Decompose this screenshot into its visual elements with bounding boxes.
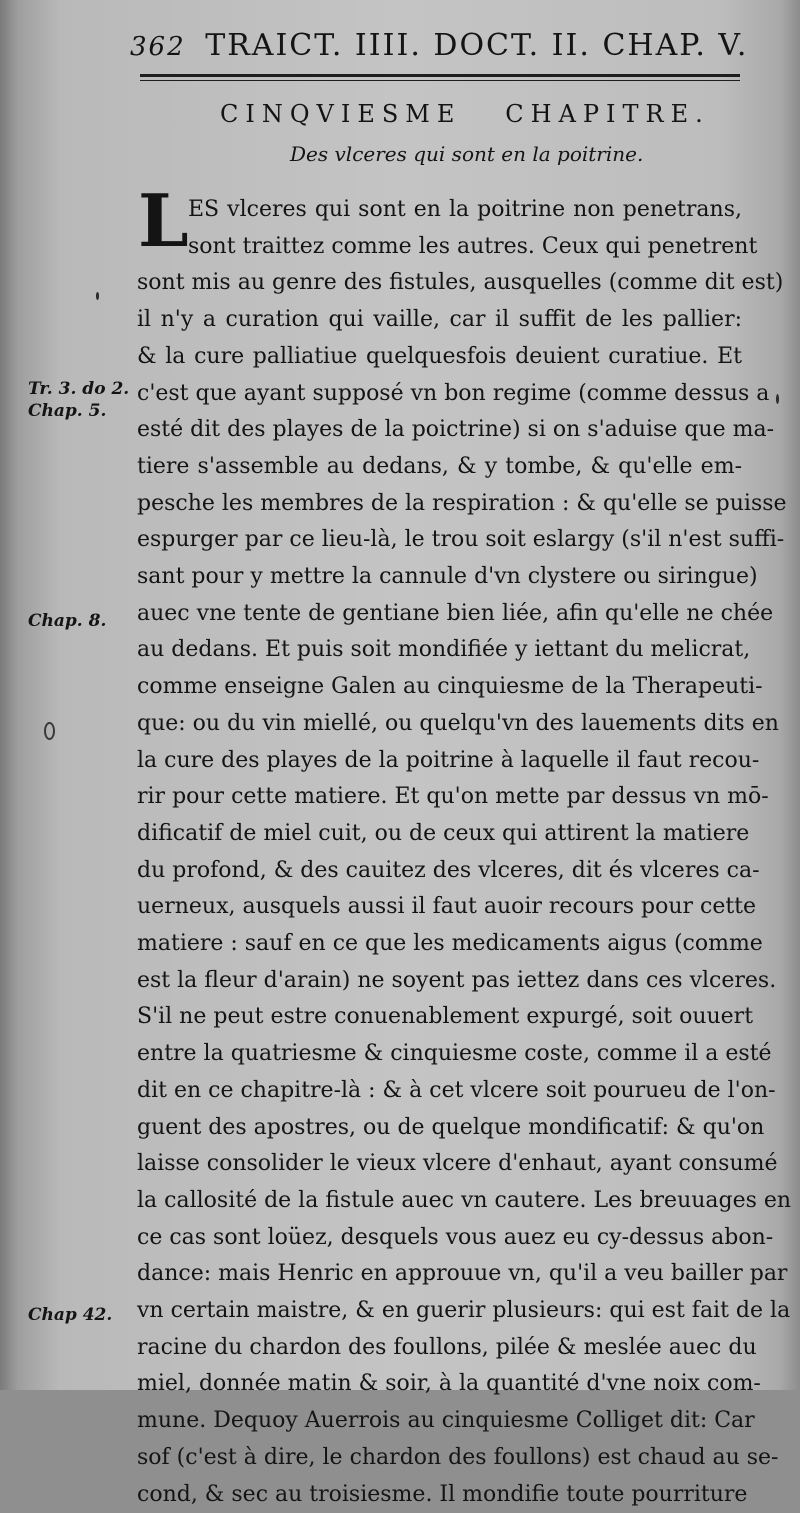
text-line: uerneux, ausquels aussi il faut auoir recours pour cette [137, 894, 757, 920]
text-line: pesche les membres de la respiration : & qu'elle se puisse [137, 490, 787, 516]
text-line: & la cure palliatiue quelquesfois deuient curatiue. Et [137, 343, 742, 369]
ink-mark [96, 292, 99, 300]
header-rule-bottom [140, 80, 740, 81]
text-line: esté dit des playes de la poictrine) si on s'aduise que ma- [137, 417, 775, 443]
text-line: sof (c'est à dire, le chardon des foullons) est chaud au se- [137, 1444, 779, 1470]
text-line: sont mis au genre des fistules, ausquelles (comme dit est) [137, 270, 784, 296]
text-line: sant pour y mettre la cannule d'vn clystere ou siringue) [137, 564, 758, 589]
header-rule-top [140, 74, 740, 77]
text-line: la callosité de la fistule auec vn cautere. Les breuuages en [137, 1187, 792, 1213]
margin-note-3: Chap 42. [28, 1305, 113, 1325]
margin-note-1 [28, 378, 130, 422]
margin-note-1-line1: Tr. 3. do 2. [28, 379, 130, 399]
text-line: au dedans. Et puis soit mondifiée y iettant du melicrat, [137, 637, 751, 663]
text-line: c'est que ayant supposé vn bon regime (comme dessus a [137, 380, 770, 406]
text-line: sont traittez comme les autres. Ceux qui penetrent [188, 233, 758, 259]
text-line: la cure des playes de la poitrine à laquelle il faut recou- [137, 747, 760, 773]
ink-mark [776, 394, 779, 404]
text-line: racine du chardon des foullons, pilée & meslée auec du [137, 1334, 757, 1360]
chapter-title [220, 100, 710, 134]
page-number: 362 [130, 32, 186, 62]
margin-note-2: Chap. 8. [28, 611, 107, 631]
chapter-subtitle: Des vlceres qui sont en la poitrine. [290, 142, 644, 166]
chapter-title-word2: CHAPITRE. [505, 100, 710, 128]
text-line: tiere s'assemble au dedans, & y tombe, & qu'elle em- [137, 453, 742, 479]
text-line: du profond, & des cauitez des vlceres, dit és vlceres ca- [137, 857, 760, 883]
text-line: entre la quatriesme & cinquiesme coste, comme il a esté [137, 1041, 772, 1067]
text-line: il n'y a curation qui vaille, car il suffit de les pallier: [137, 307, 742, 333]
text-line: espurger par ce lieu-là, le trou soit eslargy (s'il n'est suffi- [137, 527, 785, 553]
text-line: mune. Dequoy Auerrois au cinquiesme Colliget dit: Car [137, 1408, 755, 1434]
running-head [130, 28, 750, 68]
ink-mark [44, 722, 55, 740]
text-line: vn certain maistre, & en guerir plusieurs: qui est fait de la [137, 1298, 791, 1323]
text-line: miel, donnée matin & soir, à la quantité d'vne noix com- [137, 1371, 761, 1397]
text-line: cond, & sec au troisiesme. Il mondifie toute pourriture [137, 1481, 748, 1507]
text-line: dificatif de miel cuit, ou de ceux qui attirent la matiere [137, 820, 750, 846]
text-line: comme enseigne Galen au cinquiesme de la Therapeuti- [137, 674, 763, 700]
text-line: S'il ne peut estre conuenablement expurgé, soit ouuert [137, 1004, 754, 1030]
text-line: est la fleur d'arain) ne soyent pas iettez dans ces vlceres. [137, 967, 777, 993]
text-line: guent des apostres, ou de quelque mondificatif: & qu'on [137, 1114, 765, 1140]
drop-capital: L [138, 178, 189, 263]
text-line: auec vne tente de gentiane bien liée, afin qu'elle ne chée [137, 600, 774, 626]
margin-note-1-line2: Chap. 5. [28, 401, 107, 421]
text-line: dance: mais Henric en approuue vn, qu'il a veu bailler par [137, 1261, 788, 1287]
text-line: rir pour cette matiere. Et qu'on mette par dessus vn mō- [137, 784, 769, 810]
text-line: laisse consolider le vieux vlcere d'enhaut, ayant consumé [137, 1151, 778, 1177]
text-line: ce cas sont loüez, desquels vous auez eu cy-dessus abon- [137, 1224, 774, 1250]
text-line: ES vlceres qui sont en la poitrine non penetrans, [188, 197, 742, 222]
text-line: dit en ce chapitre-là : & à cet vlcere soit pourueu de l'on- [137, 1077, 776, 1103]
text-line: matiere : sauf en ce que les medicaments aigus (comme [137, 931, 763, 956]
running-head-text: TRAICT. IIII. DOCT. II. CHAP. V. [205, 28, 749, 63]
text-line: que: ou du vin miellé, ou quelqu'vn des lauements dits en [137, 710, 779, 736]
chapter-title-word1: CINQVIESME [220, 100, 462, 128]
